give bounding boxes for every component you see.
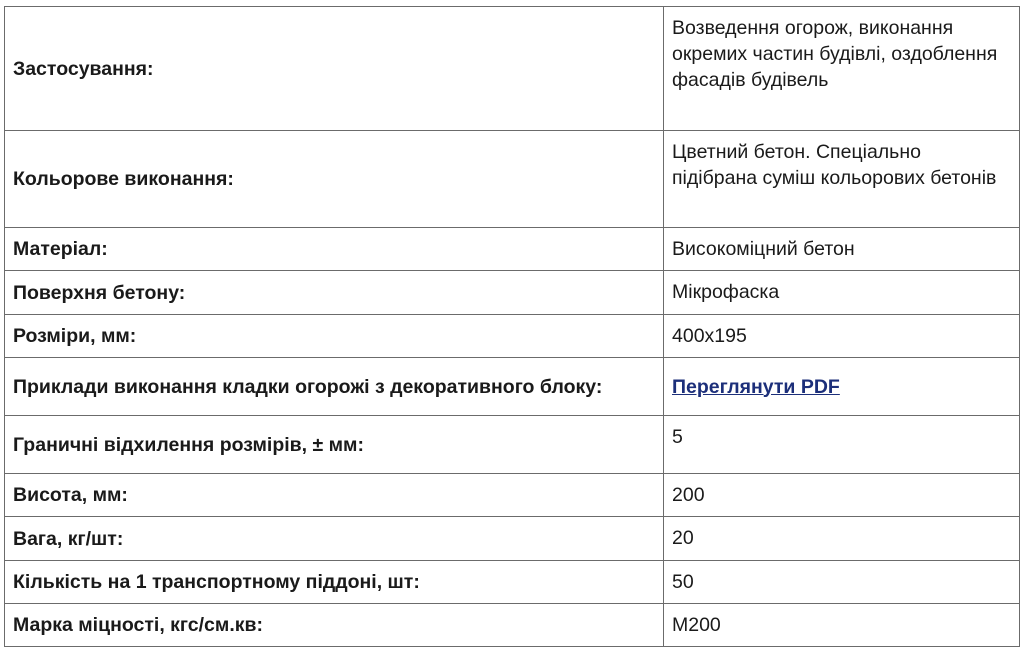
table-row [5, 315, 1020, 358]
table-row [5, 271, 1020, 315]
table-row [5, 228, 1020, 271]
spec-label-color: Кольорове виконання: [5, 131, 664, 228]
spec-value-material: Високоміцний бетон [664, 228, 1020, 271]
spec-value-height: 200 [664, 474, 1020, 517]
spec-label-dimensions: Розміри, мм: [5, 315, 664, 358]
spec-label-height: Висота, мм: [5, 474, 664, 517]
spec-label-tolerance: Граничні відхилення розмірів, ± мм: [5, 416, 664, 474]
table-row [5, 604, 1020, 647]
table-row [5, 561, 1020, 604]
spec-value-surface: Мікрофаска [664, 271, 1020, 315]
spec-value-examples [664, 358, 1020, 416]
spec-label-material: Матеріал: [5, 228, 664, 271]
spec-value-color: Цветний бетон. Спеціально підібрана суміш кольорових бетонів [664, 131, 1020, 228]
spec-label-surface: Поверхня бетону: [5, 271, 664, 315]
table-row [5, 358, 1020, 416]
table-row [5, 7, 1020, 131]
spec-label-application: Застосування: [5, 7, 664, 131]
spec-value-weight: 20 [664, 517, 1020, 561]
product-specifications-table [4, 6, 1020, 647]
table-row [5, 517, 1020, 561]
spec-value-dimensions: 400х195 [664, 315, 1020, 358]
spec-value-application: Возведення огорож, виконання окремих частин будівлі, оздоблення фасадів будівель [664, 7, 1020, 131]
spec-label-examples: Приклади виконання кладки огорожі з декоративного блоку: [5, 358, 664, 416]
spec-value-pallet-quantity: 50 [664, 561, 1020, 604]
table-row [5, 474, 1020, 517]
spec-value-tolerance: 5 [664, 416, 1020, 474]
spec-value-strength-grade: М200 [664, 604, 1020, 647]
spec-label-strength-grade: Марка міцності, кгс/см.кв: [5, 604, 664, 647]
view-pdf-link[interactable]: Переглянути PDF [672, 375, 840, 398]
table-row [5, 131, 1020, 228]
spec-label-pallet-quantity: Кількість на 1 транспортному піддоні, шт: [5, 561, 664, 604]
spec-label-weight: Вага, кг/шт: [5, 517, 664, 561]
table-row [5, 416, 1020, 474]
